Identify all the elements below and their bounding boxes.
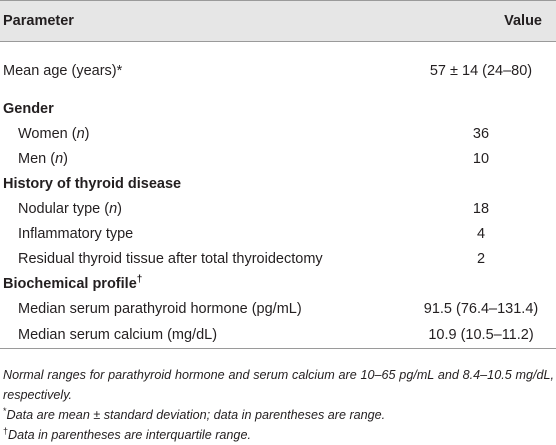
section-heading-text: Biochemical profile: [3, 275, 137, 292]
footnote-star-text: Data are mean ± standard deviation; data in parentheses are range.: [6, 408, 386, 422]
row-parameter: [0, 146, 326, 171]
row-parameter: [0, 196, 326, 221]
table-header-row: [0, 1, 556, 42]
table-row: [0, 121, 556, 146]
dagger-footnote-marker: †: [3, 426, 9, 436]
row-parameter-italic: n: [76, 125, 85, 142]
row-parameter-italic: n: [55, 150, 64, 167]
row-parameter: Median serum calcium (mg/dL): [0, 321, 326, 349]
table-row: [0, 221, 556, 246]
row-value: 10: [472, 150, 490, 167]
row-value: 18: [472, 200, 490, 217]
row-parameter-text: Nodular type (: [18, 200, 110, 217]
table-row: [0, 146, 556, 171]
section-row: [0, 171, 556, 196]
section-row: [0, 271, 556, 296]
table-row: [0, 296, 556, 321]
row-value: 57 ± 14 (24–80): [429, 63, 533, 79]
row-value: 10.9 (10.5–11.2): [326, 321, 556, 349]
table-row: [0, 196, 556, 221]
footnote-dagger-text: Data in parentheses are interquartile range.: [8, 428, 251, 442]
table-row: [0, 321, 556, 349]
row-value: 36: [472, 125, 490, 142]
section-heading: History of thyroid disease: [3, 175, 182, 192]
table-row: [0, 42, 556, 97]
row-parameter-text: Women (: [18, 125, 77, 142]
row-parameter: [0, 121, 326, 146]
footnote-star: [3, 405, 554, 425]
header-parameter: Parameter: [0, 1, 326, 42]
dagger-marker: †: [136, 273, 143, 285]
row-value: 2: [476, 250, 486, 267]
header-value: Value: [326, 1, 556, 42]
section-heading: [0, 271, 556, 296]
table-footnotes: [3, 365, 554, 445]
footnote-normal-ranges: Normal ranges for parathyroid hormone and serum calcium are 10–65 pg/mL and 8.4–10.5 mg/dL, respectively.: [3, 368, 554, 402]
table-row: [0, 246, 556, 271]
row-value: 4: [476, 225, 486, 242]
row-parameter: Residual thyroid tissue after total thyroidectomy: [18, 250, 323, 267]
row-value: 91.5 (76.4–131.4): [423, 300, 539, 317]
row-parameter-italic: n: [109, 200, 118, 217]
row-parameter-text: Men (: [18, 150, 56, 167]
row-parameter: Mean age (years)*: [3, 63, 123, 79]
row-parameter-suffix: ): [84, 125, 90, 142]
row-parameter-suffix: ): [117, 200, 122, 217]
star-marker: *: [3, 406, 7, 416]
row-parameter: Median serum parathyroid hormone (pg/mL): [18, 300, 302, 317]
section-heading: Gender: [3, 100, 54, 117]
section-row: [0, 96, 556, 121]
footnote-dagger: [3, 425, 554, 445]
row-parameter-suffix: ): [63, 150, 68, 167]
row-parameter: Inflammatory type: [18, 225, 134, 242]
